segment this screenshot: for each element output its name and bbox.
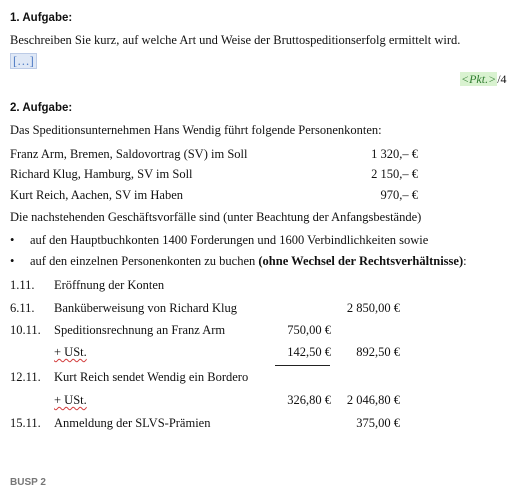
transaction-text: Eröffnung der Konten [54, 278, 165, 292]
transaction-total: 375,00 € [356, 416, 400, 430]
transaction-subtotal: 750,00 € [287, 323, 331, 337]
bullet-text: auf den Hauptbuchkonten 1400 Forderungen und 1600 Verbindlichkeiten sowie [30, 233, 429, 247]
task2-intro: Das Speditionsunternehmen Hans Wendig führt folgende Personenkonten: [10, 123, 382, 137]
transaction-text: Speditionsrechnung an Franz Arm [54, 323, 226, 337]
account-label: Franz Arm, Bremen, Saldovortrag (SV) im Soll [10, 147, 248, 161]
account-amount: 970,– € [380, 188, 418, 202]
transaction-text: Banküberweisung von Richard Klug [54, 301, 237, 315]
bullet-text-plain: auf den einzelnen Personenkonten zu buchen [30, 254, 259, 268]
bullet-icon: • [10, 233, 15, 247]
task1-text: Beschreiben Sie kurz, auf welche Art und Weise der Bruttospeditionserfolg ermittelt wird. [10, 33, 461, 47]
account-label: Richard Klug, Hamburg, SV im Soll [10, 167, 193, 181]
transaction-subtotal: 142,50 € [287, 345, 331, 359]
transaction-text: + USt. [54, 393, 87, 407]
task1-heading: 1. Aufgabe: [10, 12, 73, 24]
transaction-date: 10.11. [10, 323, 41, 337]
transaction-total: 2 046,80 € [346, 393, 400, 407]
transaction-subtotal: 326,80 € [287, 393, 331, 407]
sum-rule [275, 365, 330, 366]
transaction-text: Kurt Reich sendet Wendig ein Bordero [54, 370, 249, 384]
bullet-text-bold: (ohne Wechsel der Rechtsverhältnisse) [258, 254, 464, 268]
transaction-text: Anmeldung der SLVS-Prämien [54, 416, 211, 430]
transaction-date: 15.11. [10, 416, 41, 430]
account-amount: 1 320,– € [371, 147, 418, 161]
account-label: Kurt Reich, Aachen, SV im Haben [10, 188, 183, 202]
footer-label: BUSP 2 [10, 477, 46, 488]
task2-heading: 2. Aufgabe: [10, 102, 73, 114]
transaction-date: 6.11. [10, 301, 35, 315]
points-suffix: /4 [497, 72, 507, 86]
transaction-total: 2 850,00 € [346, 301, 400, 315]
transaction-text: + USt. [54, 345, 87, 359]
bullet-text [30, 254, 467, 269]
instruction-text: Die nachstehenden Geschäftsvorfälle sind (unter Beachtung der Anfangsbestände) [10, 210, 422, 224]
account-amount: 2 150,– € [371, 167, 418, 181]
transaction-date: 12.11. [10, 370, 41, 384]
points-field[interactable] [460, 72, 507, 87]
transaction-total: 892,50 € [356, 345, 400, 359]
bullet-text-tail: : [463, 254, 467, 268]
answer-placeholder[interactable]: […] [10, 53, 37, 69]
transaction-date: 1.11. [10, 278, 35, 292]
bullet-icon: • [10, 254, 15, 268]
points-tag[interactable]: <Pkt.> [461, 72, 497, 86]
